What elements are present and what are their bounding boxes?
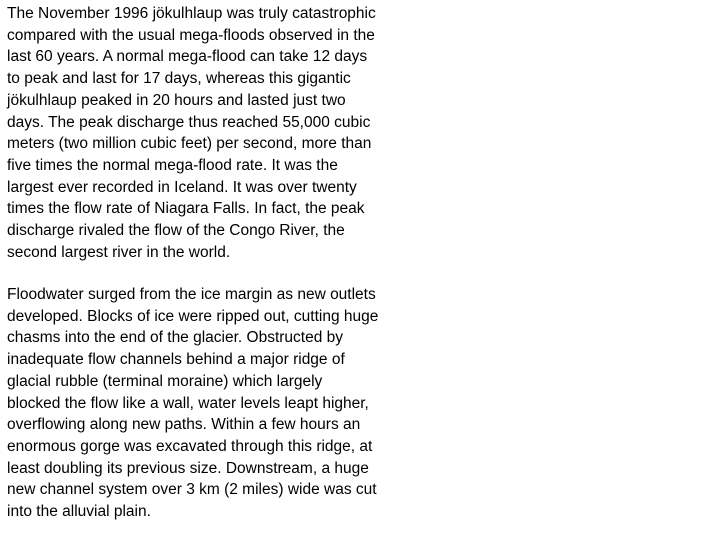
paragraph-jokulhlaup-magnitude: The November 1996 jökulhlaup was truly catastrophic compared with the usual mega-floods observed in the last 60 years. A normal mega-flood can take 12 days to peak and last for 17 days, whereas this gigantic jökulhlaup peaked in 20 hours and lasted just two days. The peak discharge thus reached 55,000 cubic meters (two million cubic feet) per second, more than five times the normal mega-flood rate. It was the largest ever recorded in Iceland. It was over twenty times the flow rate of Niagara Falls. In fact, the peak discharge rivaled the flow of the Congo River, the second largest river in the world. — [7, 5, 376, 261]
paragraph-floodwater-surge: Floodwater surged from the ice margin as new outlets developed. Blocks of ice were ripped out, cutting huge chasms into the end of the glacier. Obstructed by inadequate flow channels behind a major ridge of glacial rubble (terminal moraine) which largely blocked the flow like a wall, water levels leapt higher, overflowing along new paths. Within a few hours an enormous gorge was excavated through this ridge, at least doubling its previous size. Downstream, a huge new channel system over 3 km (2 miles) wide was cut into the alluvial plain. — [7, 286, 379, 521]
